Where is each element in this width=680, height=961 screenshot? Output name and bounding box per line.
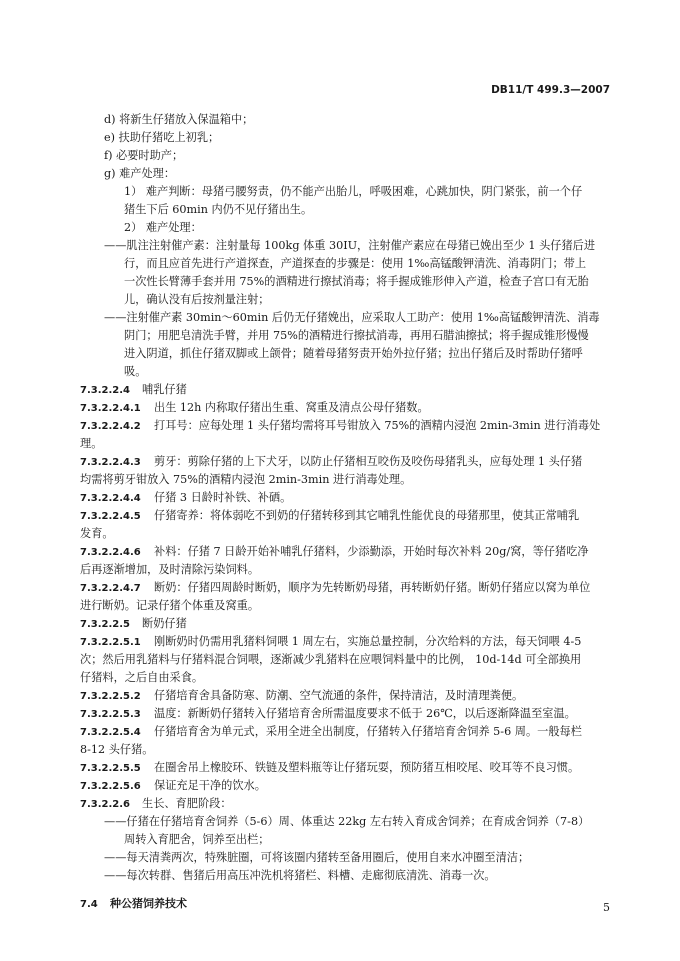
text-line bbox=[124, 185, 582, 199]
text-line bbox=[104, 131, 219, 145]
text-line bbox=[104, 869, 496, 883]
clause-text: 仔猪培育舍具备防寒、防潮、空气流通的条件，保持清洁，及时清理粪便。 bbox=[154, 689, 524, 702]
clause-number: 7.3.2.2.5.1 bbox=[80, 637, 141, 648]
clause-line bbox=[80, 419, 600, 434]
clause-text: 补料：仔猪 7 日龄开始补哺乳仔猪料，少添勤添，开始时每次补料 20g/窝，等仔猪吃净 bbox=[154, 545, 589, 558]
clause-text: 仔猪 3 日龄时补铁、补硒。 bbox=[154, 491, 292, 504]
clause-number: 7.3.2.2.4.5 bbox=[80, 511, 141, 522]
clause-text: 进入阴道，抓住仔猪双脚或上颌骨；随着母猪努责开始外拉仔猪；拉出仔猪后及时帮助仔猪呼 bbox=[124, 347, 583, 360]
clause-text: 哺乳仔猪 bbox=[142, 383, 187, 396]
clause-number: 7.3.2.2.5.2 bbox=[80, 691, 141, 702]
clause-line bbox=[80, 689, 523, 704]
clause-text: 进行断奶。记录仔猪个体重及窝重。 bbox=[80, 599, 260, 612]
clause-text: ——每次转群、售猪后用高压冲洗机将猪栏、料槽、走廊彻底清洗、消毒一次。 bbox=[104, 869, 496, 882]
clause-number: 7.3.2.2.4.3 bbox=[80, 457, 141, 468]
clause-line bbox=[80, 797, 232, 812]
text-line bbox=[104, 113, 253, 127]
text-line bbox=[124, 293, 269, 307]
clause-text: f) 必要时助产； bbox=[104, 149, 184, 162]
clause-line bbox=[80, 401, 429, 416]
text-line bbox=[80, 671, 203, 685]
text-line bbox=[104, 815, 589, 829]
clause-line bbox=[80, 509, 579, 524]
clause-text: 后再逐渐增加，及时清除污染饲料。 bbox=[80, 563, 260, 576]
clause-text: 8-12 头仔猪。 bbox=[80, 743, 154, 756]
clause-text: 仔猪料，之后自由采食。 bbox=[80, 671, 204, 684]
clause-text: 剪牙：剪除仔猪的上下犬牙，以防止仔猪相互咬伤及咬伤母猪乳头，应每处理 1 头仔猪 bbox=[154, 455, 583, 468]
clause-line bbox=[80, 491, 291, 506]
clause-text: 吸。 bbox=[124, 365, 147, 378]
clause-text: g) 难产处理： bbox=[104, 167, 176, 180]
page-number: 5 bbox=[603, 901, 610, 914]
text-line bbox=[124, 833, 269, 847]
text-line bbox=[80, 527, 114, 541]
clause-text: 断奶仔猪 bbox=[142, 617, 187, 630]
clause-text: 周转入育肥舍，饲养至出栏； bbox=[124, 833, 270, 846]
clause-text: 仔猪寄养：将体弱吃不到奶的仔猪转移到其它哺乳性能优良的母猪那里，使其正常哺乳 bbox=[154, 509, 580, 522]
clause-text: 仔猪培育舍为单元式，采用全进全出制度，仔猪转入仔猪培育舍饲养 5-6 周。一般每栏 bbox=[154, 725, 582, 738]
clause-text: 一次性长臂薄手套并用 75%的酒精进行擦拭消毒；将手握成锥形伸入产道，检查子宫口有无胎 bbox=[124, 275, 589, 288]
text-line bbox=[80, 563, 259, 577]
clause-text: 温度：新断奶仔猪转入仔猪培育舍所需温度要求不低于 26℃，以后逐渐降温至室温。 bbox=[154, 707, 576, 720]
clause-text: 刚断奶时仍需用乳猪料饲喂 1 周左右，实施总量控制，分次给料的方法，每天饲喂 4-5 bbox=[154, 635, 582, 648]
text-line bbox=[124, 347, 583, 361]
clause-text: 均需将剪牙钳放入 75%的酒精内浸泡 2min-3min 进行消毒处理。 bbox=[80, 473, 412, 486]
clause-text: 理。 bbox=[80, 437, 103, 450]
clause-text: 在圈舍吊上橡胶环、铁链及塑料瓶等让仔猪玩耍，预防猪互相咬尾、咬耳等不良习惯。 bbox=[154, 761, 580, 774]
text-line bbox=[80, 653, 581, 667]
clause-text: 1） 难产判断：母猪弓腰努责，仍不能产出胎儿，呼吸困难，心跳加快，阴门紧张，前一个仔 bbox=[124, 185, 583, 198]
text-line bbox=[124, 203, 312, 217]
clause-text: 阴门；用肥皂清洗手臂，并用 75%的酒精进行擦拭消毒，再用石腊油擦拭；将手握成锥形慢慢 bbox=[124, 329, 589, 342]
clause-number: 7.3.2.2.4 bbox=[80, 385, 130, 396]
clause-number: 7.3.2.2.4.2 bbox=[80, 421, 141, 432]
clause-text: e) 扶助仔猪吃上初乳； bbox=[104, 131, 220, 144]
clause-text: 儿，确认没有后按剂量注射； bbox=[124, 293, 270, 306]
clause-text: d) 将新生仔猪放入保温箱中； bbox=[104, 113, 254, 126]
text-line bbox=[124, 365, 146, 379]
clause-text: ——注射催产素 30min～60min 后仍无仔猪娩出，应采取人工助产：使用 1‰高锰酸钾清洗、消毒 bbox=[104, 311, 600, 324]
clause-line bbox=[80, 779, 266, 794]
clause-number: 7.3.2.2.6 bbox=[80, 799, 130, 810]
clause-text: ——肌注注射催产素：注射量每 100kg 体重 30IU，注射催产素应在母猪已娩出至少 1 头仔猪后进 bbox=[104, 239, 596, 252]
clause-text: 2） 难产处理： bbox=[124, 221, 202, 234]
clause-text: 保证充足干净的饮水。 bbox=[154, 779, 266, 792]
clause-number: 7.3.2.2.5 bbox=[80, 619, 130, 630]
clause-number: 7.3.2.2.4.4 bbox=[80, 493, 141, 504]
clause-text: 断奶：仔猪四周龄时断奶，顺序为先转断奶母猪，再转断奶仔猪。断奶仔猪应以窝为单位 bbox=[154, 581, 591, 594]
clause-text: 发育。 bbox=[80, 527, 114, 540]
clause-number: 7.3.2.2.4.7 bbox=[80, 583, 141, 594]
clause-number: 7.4 bbox=[80, 899, 98, 910]
text-line bbox=[104, 149, 183, 163]
clause-text: 出生 12h 内称取仔猪出生重、窝重及清点公母仔猪数。 bbox=[154, 401, 429, 414]
clause-line bbox=[80, 545, 589, 560]
clause-text: ——每天清粪两次，特殊脏圈，可将该圈内猪转至备用圈后，使用自来水冲圈至清洁； bbox=[104, 851, 530, 864]
clause-line bbox=[80, 725, 582, 740]
clause-text: 行，而且应首先进行产道探查，产道探查的步骤是：使用 1‰高锰酸钾清洗、消毒阴门；带上 bbox=[124, 257, 587, 270]
clause-line bbox=[80, 635, 581, 650]
clause-number: 7.3.2.2.4.1 bbox=[80, 403, 141, 414]
text-line bbox=[124, 329, 589, 343]
text-line bbox=[80, 473, 411, 487]
text-line bbox=[104, 167, 175, 181]
clause-number: 7.3.2.2.4.6 bbox=[80, 547, 141, 558]
text-line bbox=[104, 311, 600, 325]
clause-text: 次；然后用乳猪料与仔猪料混合饲喂，逐渐减少乳猪料在应喂饲料量中的比例， 10d-14d 可全部换用 bbox=[80, 653, 582, 666]
clause-text: ——仔猪在仔猪培育舍饲养（5-6）周、体重达 22kg 左右转入育成舍饲养；在育成舍饲养（7-8） bbox=[104, 815, 590, 828]
clause-line bbox=[80, 617, 187, 632]
text-line bbox=[124, 221, 202, 235]
clause-line bbox=[80, 581, 590, 596]
clause-line bbox=[80, 455, 582, 470]
clause-line bbox=[80, 761, 579, 776]
clause-line bbox=[80, 897, 187, 912]
text-line bbox=[124, 275, 589, 289]
clause-text: 种公猪饲养技术 bbox=[110, 897, 187, 910]
clause-number: 7.3.2.2.5.5 bbox=[80, 763, 141, 774]
text-line bbox=[104, 851, 529, 865]
clause-number: 7.3.2.2.5.4 bbox=[80, 727, 141, 738]
clause-line bbox=[80, 383, 187, 398]
clause-line bbox=[80, 707, 576, 722]
text-line bbox=[80, 599, 259, 613]
clause-number: 7.3.2.2.5.6 bbox=[80, 781, 141, 792]
clause-number: 7.3.2.2.5.3 bbox=[80, 709, 141, 720]
clause-text: 打耳号：应每处理 1 头仔猪均需将耳号钳放入 75%的酒精内浸泡 2min-3min 进行消毒处 bbox=[154, 419, 601, 432]
text-line bbox=[124, 257, 586, 271]
text-line bbox=[80, 437, 102, 451]
text-line bbox=[104, 239, 595, 253]
clause-text: 生长、育肥阶段： bbox=[142, 797, 232, 810]
document-code: DB11/T 499.3—2007 bbox=[491, 84, 610, 96]
clause-text: 猪生下后 60min 内仍不见仔猪出生。 bbox=[124, 203, 313, 216]
text-line bbox=[80, 743, 153, 757]
